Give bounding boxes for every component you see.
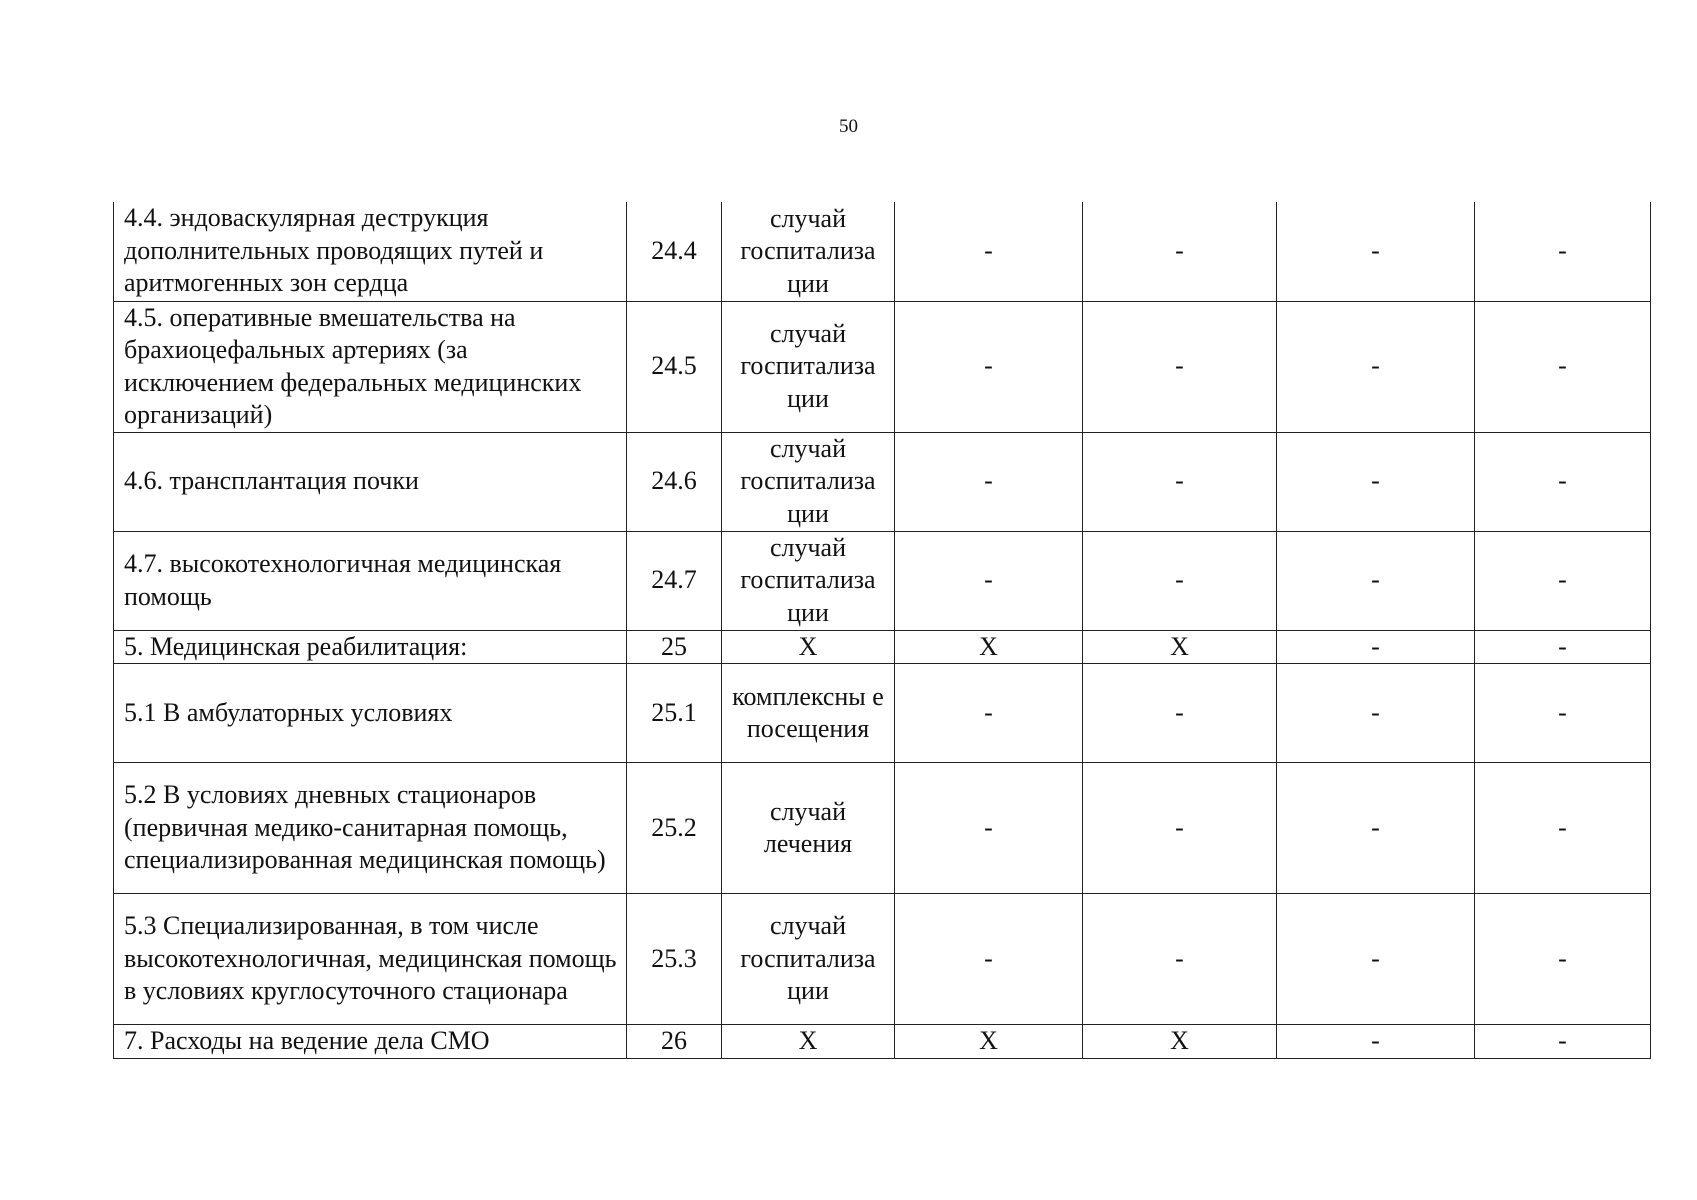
value-cell: - <box>1475 894 1651 1025</box>
value-cell: Х <box>895 630 1083 664</box>
value-cell: - <box>895 763 1083 894</box>
row-unit-cell: случай госпитализа ции <box>722 531 895 630</box>
table-row <box>114 630 1651 664</box>
value-cell: - <box>1475 202 1651 301</box>
row-line-number-cell: 25.3 <box>627 894 722 1025</box>
page-number: 50 <box>839 116 858 137</box>
row-name-cell: 4.6. трансплантация почки <box>114 432 627 531</box>
row-unit-cell: Х <box>722 1025 895 1059</box>
value-cell: - <box>1083 763 1277 894</box>
value-cell: - <box>1475 301 1651 432</box>
value-cell: - <box>1277 301 1475 432</box>
value-cell: - <box>1277 630 1475 664</box>
row-name-cell: 4.4. эндоваскулярная деструкция дополнительных проводящих путей и аритмогенных зон сердца <box>114 202 627 301</box>
data-table <box>113 202 1651 1059</box>
value-cell: - <box>1277 664 1475 763</box>
value-cell: - <box>1277 531 1475 630</box>
row-unit-cell: Х <box>722 630 895 664</box>
value-cell: - <box>1475 1025 1651 1059</box>
value-cell: - <box>1083 432 1277 531</box>
value-cell: - <box>1083 894 1277 1025</box>
value-cell: - <box>1475 664 1651 763</box>
value-cell: - <box>1475 763 1651 894</box>
table-row <box>114 664 1651 763</box>
value-cell: - <box>895 432 1083 531</box>
table-row <box>114 301 1651 432</box>
table-row <box>114 531 1651 630</box>
row-unit-cell: случай госпитализа ции <box>722 894 895 1025</box>
row-line-number-cell: 24.4 <box>627 202 722 301</box>
table-row <box>114 202 1651 301</box>
value-cell: - <box>895 202 1083 301</box>
row-unit-cell: случай лечения <box>722 763 895 894</box>
value-cell: - <box>1277 763 1475 894</box>
value-cell: - <box>1083 531 1277 630</box>
table-row <box>114 432 1651 531</box>
value-cell: Х <box>1083 1025 1277 1059</box>
value-cell: - <box>895 894 1083 1025</box>
value-cell: - <box>1475 531 1651 630</box>
row-unit-cell: комплексны е посещения <box>722 664 895 763</box>
table-row <box>114 1025 1651 1059</box>
value-cell: - <box>895 664 1083 763</box>
row-name-cell: 4.7. высокотехнологичная медицинская помощь <box>114 531 627 630</box>
value-cell: Х <box>1083 630 1277 664</box>
table-row <box>114 894 1651 1025</box>
value-cell: - <box>1083 301 1277 432</box>
row-line-number-cell: 24.6 <box>627 432 722 531</box>
row-name-cell: 5.3 Специализированная, в том числе высокотехнологичная, медицинская помощь в условиях круглосуточного стационара <box>114 894 627 1025</box>
table-row <box>114 763 1651 894</box>
row-name-cell: 5.1 В амбулаторных условиях <box>114 664 627 763</box>
row-name-cell: 7. Расходы на ведение дела СМО <box>114 1025 627 1059</box>
row-line-number-cell: 24.7 <box>627 531 722 630</box>
row-unit-cell: случай госпитализа ции <box>722 301 895 432</box>
row-line-number-cell: 24.5 <box>627 301 722 432</box>
value-cell: Х <box>895 1025 1083 1059</box>
value-cell: - <box>1277 432 1475 531</box>
row-line-number-cell: 25.2 <box>627 763 722 894</box>
value-cell: - <box>1277 202 1475 301</box>
row-line-number-cell: 26 <box>627 1025 722 1059</box>
value-cell: - <box>895 301 1083 432</box>
value-cell: - <box>1083 202 1277 301</box>
row-name-cell: 5. Медицинская реабилитация: <box>114 630 627 664</box>
row-unit-cell: случай госпитализа ции <box>722 432 895 531</box>
value-cell: - <box>1277 1025 1475 1059</box>
row-name-cell: 4.5. оперативные вмешательства на брахиоцефальных артериях (за исключением федеральных медицинских организаций) <box>114 301 627 432</box>
value-cell: - <box>1475 432 1651 531</box>
value-cell: - <box>1083 664 1277 763</box>
value-cell: - <box>1475 630 1651 664</box>
value-cell: - <box>1277 894 1475 1025</box>
row-line-number-cell: 25.1 <box>627 664 722 763</box>
row-unit-cell: случай госпитализа ции <box>722 202 895 301</box>
row-name-cell: 5.2 В условиях дневных стационаров (первичная медико-санитарная помощь, специализированная медицинская помощь) <box>114 763 627 894</box>
row-line-number-cell: 25 <box>627 630 722 664</box>
value-cell: - <box>895 531 1083 630</box>
